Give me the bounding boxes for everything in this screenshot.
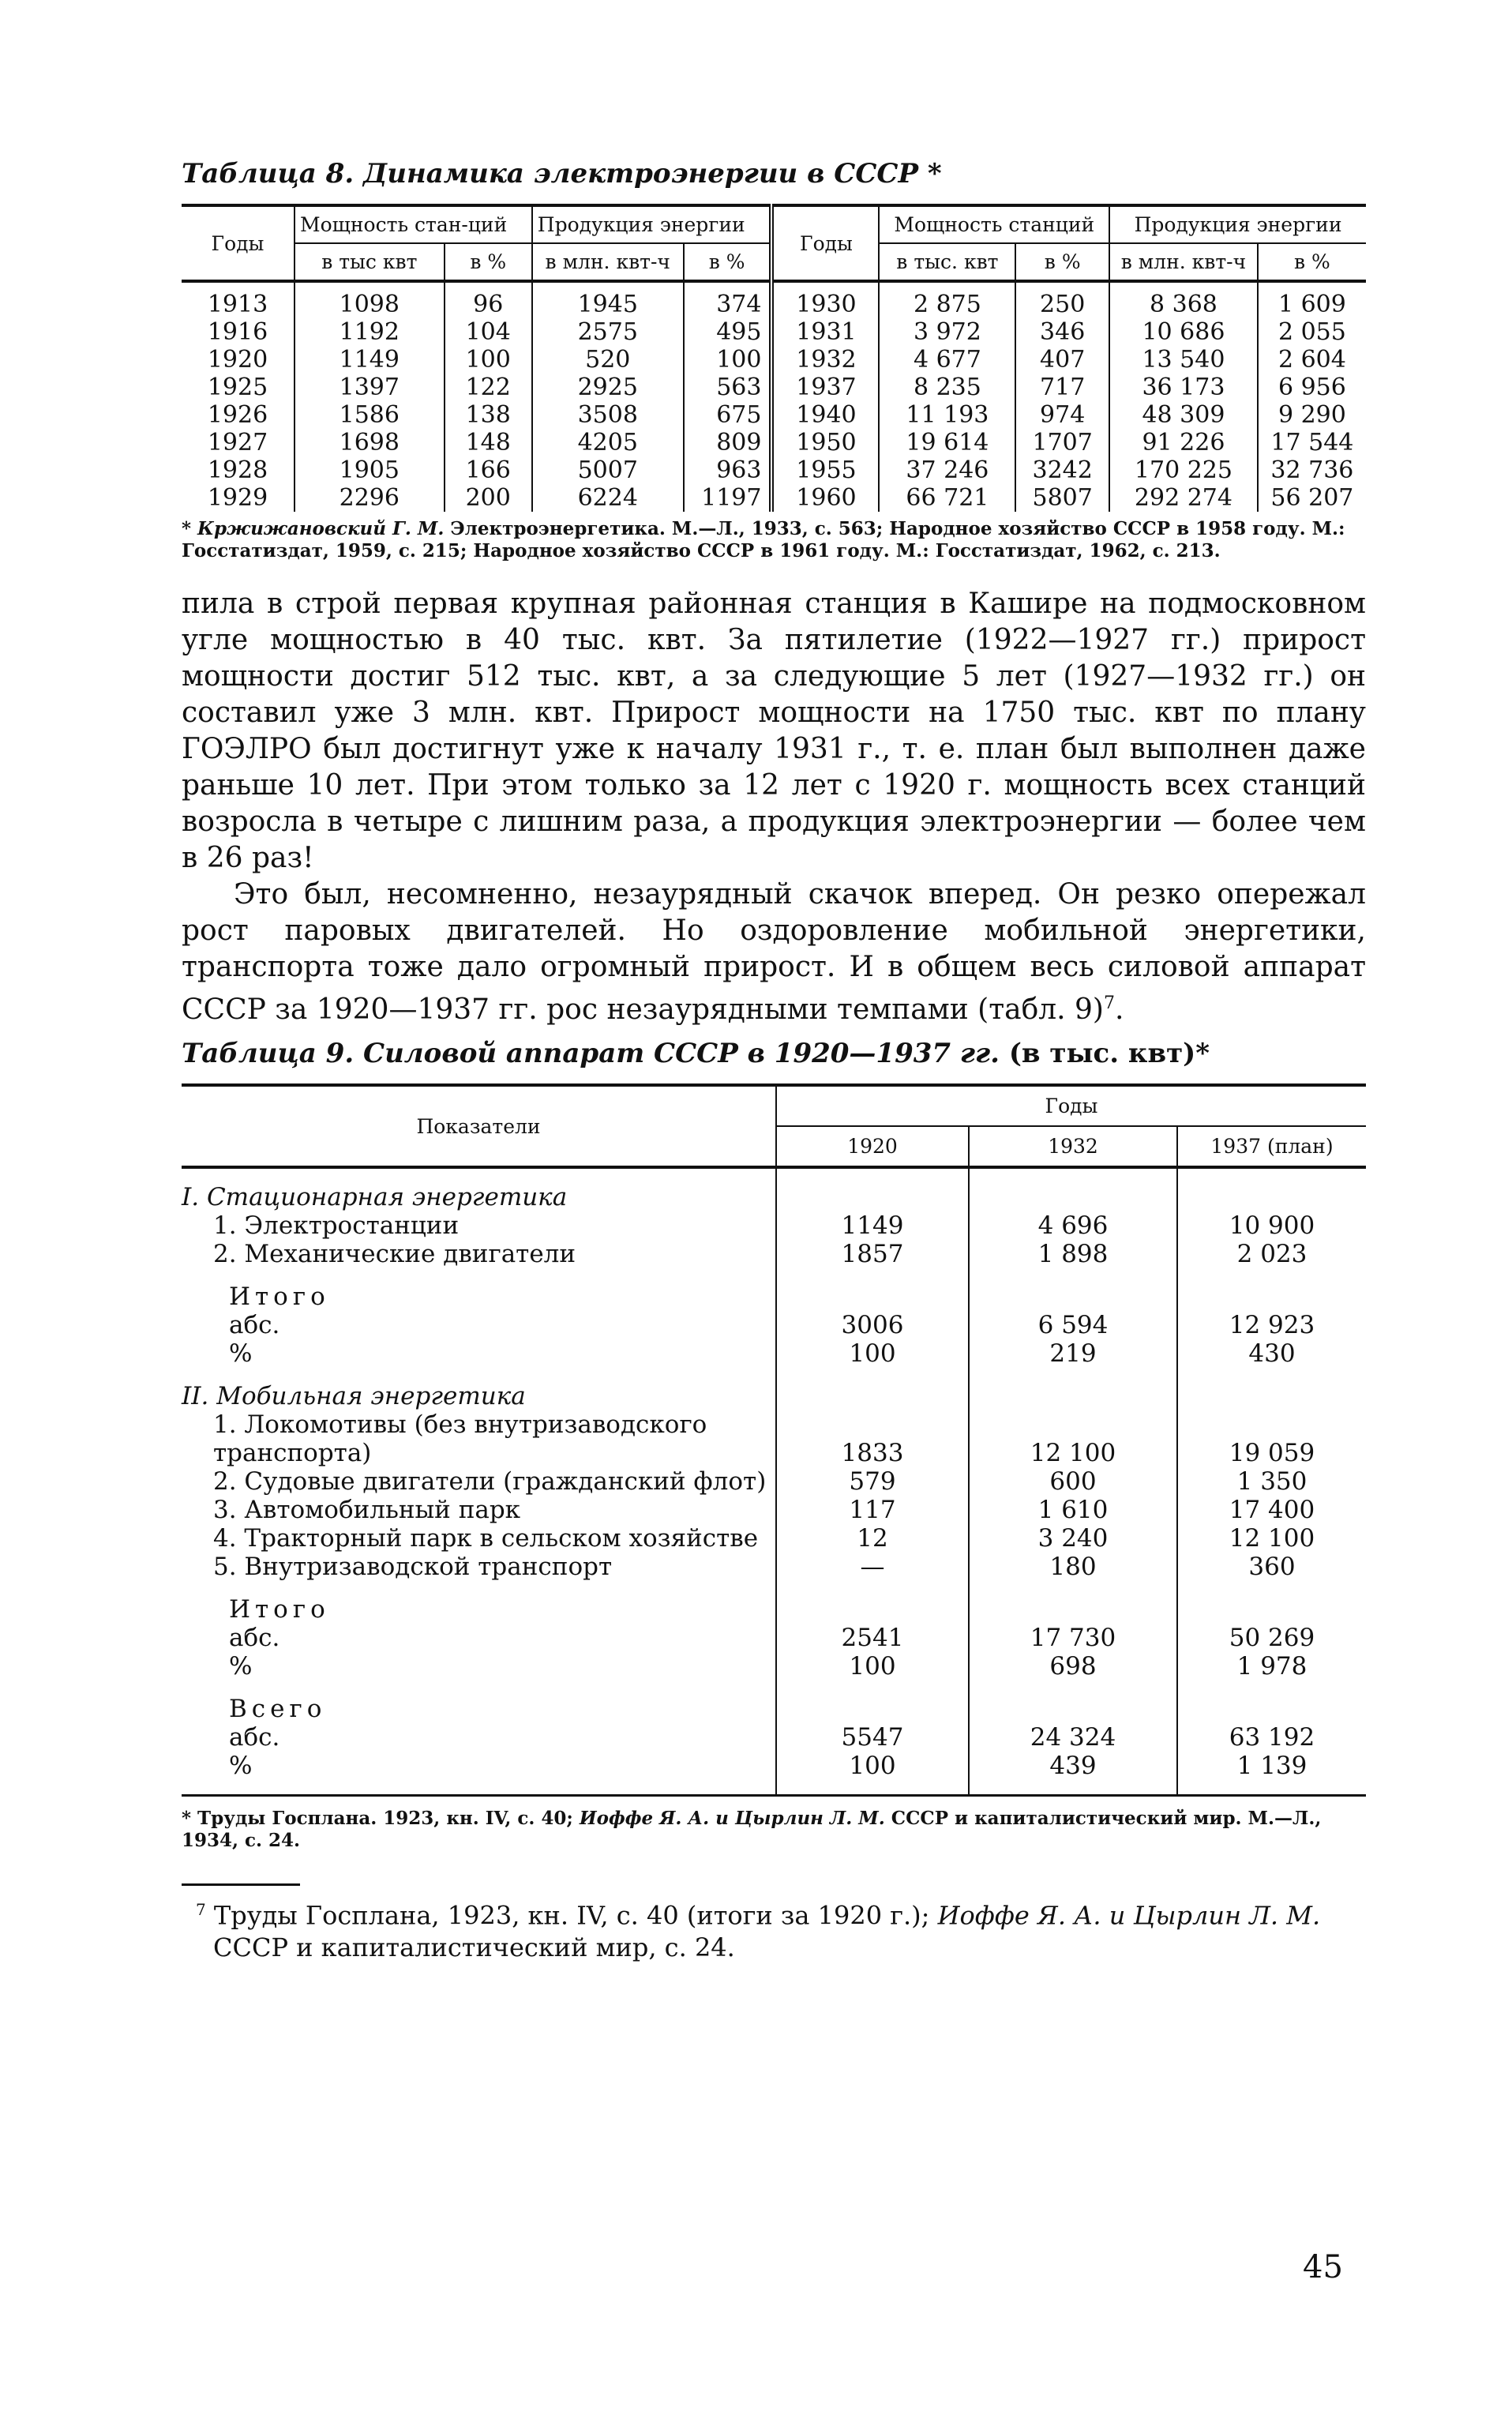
table-cell [969, 1695, 1177, 1723]
table-cell: 346 [1015, 318, 1109, 346]
spacer-row [182, 1681, 1366, 1695]
table-cell: 1905 [295, 456, 445, 484]
table8-caption-label: Таблица 8. [182, 158, 355, 190]
table-cell: 1927 [207, 429, 268, 456]
total-label-row [182, 1282, 1366, 1311]
table-row [182, 1496, 1366, 1524]
table-cell: 1707 [1015, 429, 1109, 456]
table-cell: 12 100 [1177, 1524, 1366, 1553]
table-row [182, 1524, 1366, 1553]
table-cell: 809 [684, 429, 772, 456]
table9-body [182, 1167, 1366, 1796]
table-cell: 19 614 [879, 429, 1015, 456]
section-title: II. Мобильная энергетика [182, 1382, 526, 1410]
table-cell: 1 609 [1258, 281, 1366, 318]
row-label: 4. Тракторный парк в сельском хозяйстве [213, 1524, 759, 1553]
row-label: абс. [229, 1311, 280, 1339]
t8-header-power-left: Мощность стан-ций [295, 205, 532, 243]
table-cell: 1913 [207, 291, 268, 318]
table-cell: 600 [969, 1467, 1177, 1496]
spacer-row [182, 1167, 1366, 1183]
row-label [182, 1268, 776, 1282]
table-cell: 2925 [532, 374, 684, 401]
t8-h-mln-kwh: в млн. квт-ч [532, 243, 684, 281]
page-number: 45 [1303, 2249, 1343, 2285]
row-label: % [229, 1339, 253, 1368]
row-label: 5. Внутризаводской транспорт [213, 1553, 613, 1581]
table-cell: 17 730 [969, 1624, 1177, 1652]
table-cell: 407 [1015, 346, 1109, 374]
table-cell: 12 923 [1177, 1311, 1366, 1339]
row-label [182, 1581, 776, 1595]
table-cell: 11 193 [879, 401, 1015, 429]
table-cell: 1586 [295, 401, 445, 429]
table-cell: 4 677 [879, 346, 1015, 374]
table-cell: 1397 [295, 374, 445, 401]
table-cell: 1149 [776, 1211, 969, 1240]
footnote-7-authors: Иоффе Я. А. и Цырлин Л. М. [937, 1900, 1321, 1931]
table-cell: 1925 [207, 374, 268, 401]
table-cell [969, 1368, 1177, 1382]
table-row [182, 456, 1366, 484]
table-cell: — [776, 1553, 969, 1581]
table-cell: 3508 [532, 401, 684, 429]
t9-header-indicators: Показатели [416, 1114, 541, 1138]
table-cell [776, 1681, 969, 1695]
table-cell: 24 324 [969, 1723, 1177, 1752]
table-cell: 138 [445, 401, 532, 429]
t9-header-1937: 1937 (план) [1177, 1126, 1366, 1167]
table-cell: 10 900 [1177, 1211, 1366, 1240]
table-cell [776, 1581, 969, 1595]
table-cell: 12 [776, 1524, 969, 1553]
t9-footnote-post: СССР и капиталистический мир. М.—Л., 1934, с. 24. [182, 1808, 1322, 1851]
table-cell [1177, 1595, 1366, 1624]
t8-footnote-star: * [182, 518, 192, 539]
table-cell: 4205 [532, 429, 684, 456]
table-row [182, 1211, 1366, 1240]
table-cell: 1 978 [1177, 1652, 1366, 1681]
table-cell: 1937 [771, 374, 879, 401]
table-cell: 96 [445, 281, 532, 318]
t8-h-percent-2: в % [684, 243, 772, 281]
t8-h-percent-4: в % [1258, 243, 1366, 281]
table-cell: 166 [445, 456, 532, 484]
total-pct-row [182, 1652, 1366, 1681]
table-cell: 180 [969, 1553, 1177, 1581]
table-cell: 495 [684, 318, 772, 346]
t9-header-1920: 1920 [776, 1126, 969, 1167]
table-cell [969, 1282, 1177, 1311]
total-pct-row [182, 1339, 1366, 1368]
table-cell: 148 [445, 429, 532, 456]
table-cell: 292 274 [1109, 484, 1258, 512]
row-label: 2. Механические двигатели [213, 1240, 576, 1268]
table8-body [182, 281, 1366, 512]
t8-h-percent-1: в % [445, 243, 532, 281]
table-cell: 8 368 [1109, 281, 1258, 318]
table-cell: 963 [684, 456, 772, 484]
table-cell: 117 [776, 1496, 969, 1524]
table-cell: 200 [445, 484, 532, 512]
table-cell: 250 [1015, 281, 1109, 318]
table-cell: 2 055 [1258, 318, 1366, 346]
table-cell: 430 [1177, 1339, 1366, 1368]
table-cell: 2575 [532, 318, 684, 346]
t8-header-production-left: Продукция энергии [532, 205, 772, 243]
table-cell: 1192 [295, 318, 445, 346]
table-cell: 48 309 [1109, 401, 1258, 429]
table-cell [1177, 1167, 1366, 1183]
table-cell: 1920 [207, 346, 268, 374]
footnote-7-pre: Труды Госплана, 1923, кн. IV, с. 40 (итоги за 1920 г.); [213, 1900, 930, 1931]
table-cell: 1698 [295, 429, 445, 456]
table-cell [969, 1595, 1177, 1624]
table-cell: 1955 [771, 456, 879, 484]
table-cell: 2 875 [879, 281, 1015, 318]
table-row [182, 281, 1366, 318]
paragraph-2-text: Это был, несомненно, незаурядный скачок вперед. Он резко опережал рост паровых двигателей. Но оздоровление мобильной энергетики, транспорта тоже дало огромный прирост. И в общем весь силовой аппарат СССР за 1920—1937 гг. рос незаурядными темпами (табл. 9) [182, 878, 1366, 1026]
table-cell [776, 1183, 969, 1211]
table-cell [776, 1382, 969, 1410]
row-label: 1. Локомотивы (без внутризаводского транспорта) [213, 1410, 707, 1467]
section-title [182, 1183, 1366, 1211]
table-cell [1177, 1282, 1366, 1311]
table-cell [1177, 1382, 1366, 1410]
table-cell: 563 [684, 374, 772, 401]
table-cell: 3242 [1015, 456, 1109, 484]
table-cell: 1 139 [1177, 1752, 1366, 1796]
t8-footnote-text: Электроэнергетика. М.—Л., 1933, с. 563; Народное хозяйство СССР в 1958 году. М.: Госстатиздат, 1959, с. 215; Народное хозяйство СССР в 1961 году. М.: Госстатиздат, 1962, с. 213. [182, 518, 1345, 561]
table-cell: 2296 [295, 484, 445, 512]
table-cell: 56 207 [1258, 484, 1366, 512]
table-cell: 1926 [207, 401, 268, 429]
t8-footnote-author: Кржижановский Г. М. [197, 518, 445, 539]
table8 [182, 204, 1366, 512]
grand-total-label: Всего [229, 1695, 327, 1723]
table-cell: 219 [969, 1339, 1177, 1368]
paragraph-2-end: . [1114, 993, 1124, 1026]
spacer-row [182, 1581, 1366, 1595]
row-label: 2. Судовые двигатели (гражданский флот) [213, 1467, 767, 1496]
table-cell: 8 235 [879, 374, 1015, 401]
total-abs-row [182, 1311, 1366, 1339]
row-label: 3. Автомобильный парк [213, 1496, 521, 1524]
table-cell: 579 [776, 1467, 969, 1496]
table-cell: 37 246 [879, 456, 1015, 484]
table-cell: 1 898 [969, 1240, 1177, 1268]
table-cell: 1916 [207, 318, 268, 346]
table-cell: 1945 [532, 281, 684, 318]
table-cell [1177, 1183, 1366, 1211]
table-cell: 1857 [776, 1240, 969, 1268]
paragraph-2 [182, 877, 1366, 1028]
table-cell: 100 [776, 1339, 969, 1368]
table-cell: 100 [776, 1752, 969, 1796]
footnote-ref-7[interactable]: 7 [1103, 993, 1115, 1013]
table-row [182, 1467, 1366, 1496]
t9-footnote-star: * [182, 1808, 192, 1829]
table-cell: 1149 [295, 346, 445, 374]
table-row [182, 429, 1366, 456]
table9-caption [182, 1038, 1366, 1069]
table9 [182, 1083, 1366, 1797]
t8-h-thousand-kw-r: в тыс. квт [879, 243, 1015, 281]
t8-header-power-right: Мощность станций [879, 205, 1109, 243]
t8-header-years-right: Годы [771, 205, 879, 281]
row-label: % [229, 1752, 253, 1780]
table-cell [969, 1382, 1177, 1410]
table-cell: 374 [684, 281, 772, 318]
table-cell: 17 400 [1177, 1496, 1366, 1524]
t8-h-thousand-kw: в тыс квт [295, 243, 445, 281]
table-cell: 12 100 [969, 1410, 1177, 1467]
table-row [182, 1240, 1366, 1268]
table-cell: 66 721 [879, 484, 1015, 512]
total-label: Итого [229, 1282, 330, 1311]
table-row [182, 401, 1366, 429]
footnote-7-num: 7 [196, 1900, 206, 1919]
table-cell: 4 696 [969, 1211, 1177, 1240]
total-label-row [182, 1595, 1366, 1624]
table-cell: 100 [776, 1652, 969, 1681]
table-cell: 717 [1015, 374, 1109, 401]
row-label: % [229, 1652, 253, 1681]
table-cell [969, 1167, 1177, 1183]
table-row [182, 1553, 1366, 1581]
table-cell [969, 1581, 1177, 1595]
table9-caption-label: Таблица 9. [182, 1038, 355, 1069]
row-label [182, 1368, 776, 1382]
table-cell: 1929 [207, 484, 268, 512]
section-title: I. Стационарная энергетика [182, 1183, 568, 1211]
table-cell: 3006 [776, 1311, 969, 1339]
table-cell: 2541 [776, 1624, 969, 1652]
table-cell: 1930 [771, 281, 879, 318]
row-label: абс. [229, 1723, 280, 1752]
table9-caption-title: Силовой аппарат СССР в 1920—1937 гг. [363, 1038, 1000, 1069]
t9-header-years: Годы [776, 1085, 1366, 1126]
table-cell: 170 225 [1109, 456, 1258, 484]
table-cell: 1931 [771, 318, 879, 346]
table-row [182, 1410, 1366, 1467]
table-cell [776, 1695, 969, 1723]
table-cell: 698 [969, 1652, 1177, 1681]
table-cell: 36 173 [1109, 374, 1258, 401]
total-abs-row [182, 1624, 1366, 1652]
table-cell: 17 544 [1258, 429, 1366, 456]
table-cell [969, 1268, 1177, 1282]
table8-footnote [182, 518, 1366, 562]
row-label: абс. [229, 1624, 280, 1652]
table-cell: 2 604 [1258, 346, 1366, 374]
table-cell: 91 226 [1109, 429, 1258, 456]
table-cell: 10 686 [1109, 318, 1258, 346]
t9-footnote-authors: Иоффе Я. А. и Цырлин Л. М. [579, 1808, 885, 1829]
footnote-rule [182, 1883, 300, 1886]
table-cell: 360 [1177, 1553, 1366, 1581]
t8-header-production-right: Продукция энергии [1109, 205, 1366, 243]
table-cell: 100 [445, 346, 532, 374]
table-cell: 3 240 [969, 1524, 1177, 1553]
page-content [182, 158, 1366, 1963]
table-cell: 50 269 [1177, 1624, 1366, 1652]
table-cell: 1932 [771, 346, 879, 374]
section-title [182, 1382, 1366, 1410]
table-cell: 1 610 [969, 1496, 1177, 1524]
table-cell [1177, 1581, 1366, 1595]
table-cell: 19 059 [1177, 1410, 1366, 1467]
grand-total-label-row [182, 1695, 1366, 1723]
table-cell: 5007 [532, 456, 684, 484]
table-cell: 3 972 [879, 318, 1015, 346]
table-cell: 1928 [207, 456, 268, 484]
table-cell: 439 [969, 1752, 1177, 1796]
row-label [182, 1167, 776, 1183]
table-cell: 6 594 [969, 1311, 1177, 1339]
table-cell: 6224 [532, 484, 684, 512]
table-cell [1177, 1681, 1366, 1695]
body-text [182, 586, 1366, 1028]
table-cell: 13 540 [1109, 346, 1258, 374]
table-cell: 1098 [295, 281, 445, 318]
table-cell: 1950 [771, 429, 879, 456]
paragraph-1: пила в строй первая крупная районная станция в Кашире на подмосковном угле мощностью в 40 тыс. квт. За пятилетие (1922—1927 гг.) прирост мощности достиг 512 тыс. квт, а за следующие 5 лет (1927—1932 гг.) он составил уже 3 млн. квт. Прирост мощности на 1750 тыс. квт по плану ГОЭЛРО был достигнут уже к началу 1931 г., т. е. план был выполнен даже раньше 10 лет. При этом только за 12 лет с 1920 г. мощность всех станций возросла в четыре с лишним раза, а продукция электроэнергии — более чем в 26 раз! [182, 588, 1366, 874]
table-row [182, 484, 1366, 512]
table-cell: 2 023 [1177, 1240, 1366, 1268]
table-cell [1177, 1368, 1366, 1382]
table8-caption-title: Динамика электроэнергии в СССР * [363, 158, 942, 190]
t9-header-1932: 1932 [969, 1126, 1177, 1167]
table-row [182, 318, 1366, 346]
table-cell: 6 956 [1258, 374, 1366, 401]
table-cell [776, 1167, 969, 1183]
table-cell [1177, 1695, 1366, 1723]
table-cell: 100 [684, 346, 772, 374]
t8-h-percent-3: в % [1015, 243, 1109, 281]
spacer-row [182, 1368, 1366, 1382]
table-cell: 1 350 [1177, 1467, 1366, 1496]
table9-caption-unit: (в тыс. квт)* [1008, 1038, 1210, 1069]
spacer-row [182, 1268, 1366, 1282]
table-row [182, 346, 1366, 374]
table-cell [776, 1268, 969, 1282]
row-label: 1. Электростанции [213, 1211, 460, 1240]
table-row [182, 374, 1366, 401]
table-cell: 1197 [684, 484, 772, 512]
table-cell: 63 192 [1177, 1723, 1366, 1752]
grand-total-abs-row [182, 1723, 1366, 1752]
table-cell [776, 1595, 969, 1624]
t8-header-years: Годы [211, 231, 265, 255]
table-cell [776, 1368, 969, 1382]
table-cell: 9 290 [1258, 401, 1366, 429]
table-cell: 5807 [1015, 484, 1109, 512]
row-label [182, 1681, 776, 1695]
table-cell: 122 [445, 374, 532, 401]
table-cell: 520 [532, 346, 684, 374]
table-cell: 1960 [771, 484, 879, 512]
footnote-7 [182, 1894, 1366, 1963]
table-cell: 5547 [776, 1723, 969, 1752]
table-cell [776, 1282, 969, 1311]
table-cell: 1940 [771, 401, 879, 429]
footnote-7-post: СССР и капиталистический мир, с. 24. [213, 1932, 735, 1962]
table-cell: 974 [1015, 401, 1109, 429]
total-label: Итого [229, 1595, 330, 1624]
table-cell [969, 1183, 1177, 1211]
grand-total-pct-row [182, 1752, 1366, 1796]
t9-footnote-pre: Труды Госплана. 1923, кн. IV, с. 40; [197, 1808, 573, 1829]
table-cell: 104 [445, 318, 532, 346]
table9-footnote [182, 1808, 1366, 1852]
table-cell [1177, 1268, 1366, 1282]
table-cell: 1833 [776, 1410, 969, 1467]
table-cell: 675 [684, 401, 772, 429]
table-cell [969, 1681, 1177, 1695]
t8-h-mln-kwh-r: в млн. квт-ч [1109, 243, 1258, 281]
table-cell: 32 736 [1258, 456, 1366, 484]
table8-caption [182, 158, 1366, 190]
